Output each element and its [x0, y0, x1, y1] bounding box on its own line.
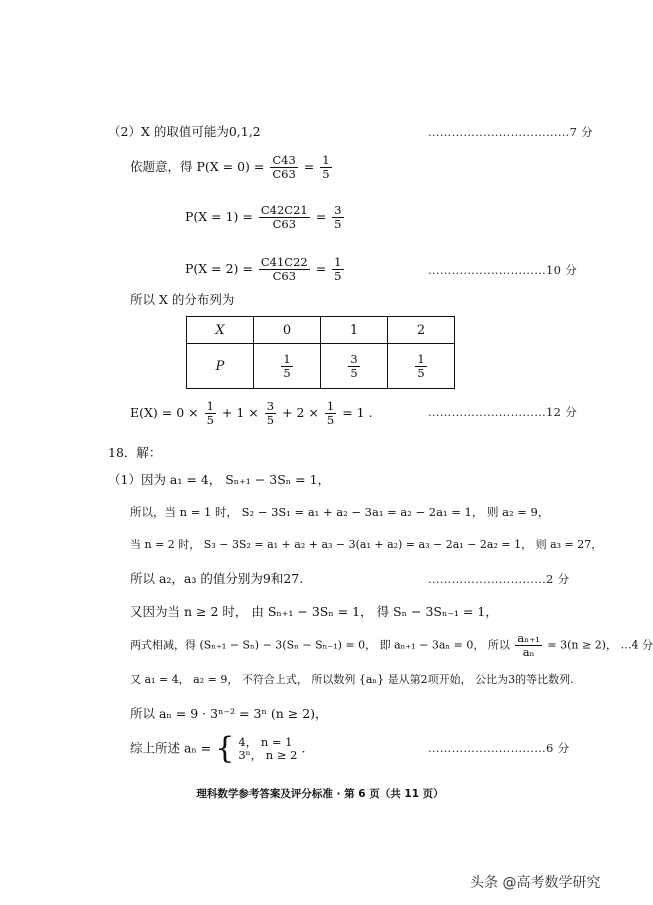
- watermark: 头条 @高考数学研究: [470, 875, 601, 891]
- p2-result: [332, 256, 343, 283]
- p1-result: [332, 204, 343, 231]
- expectation-equation: E(X) = 0 × $\frac{1}{5}$ + 1 × $\frac{3}{5}$ + 2 × $\frac{1}{5}$ = 1 .: [130, 399, 373, 427]
- q18-line-5: 又因为当 n ≥ 2 时， 由 Sₙ₊₁ − 3Sₙ = 1， 得 Sₙ − 3Sₙ₋₁ = 1，: [130, 604, 498, 619]
- q2-intro: （2）X 的取值可能为0,1,2: [108, 124, 261, 139]
- p2-res-num: 1: [334, 255, 342, 269]
- table-header-cell: X: [187, 317, 254, 344]
- q18-line-4: 所以 a₂，a₃ 的值分别为9和27.: [130, 571, 304, 586]
- p1-lhs: P(X = 1) =: [185, 209, 253, 224]
- table-cell: $\frac{1}{5}$: [388, 344, 455, 389]
- p2-num: C41C22: [260, 255, 308, 269]
- p1-fraction: [259, 204, 310, 231]
- q18-line-8: 所以 aₙ = 9 · 3ⁿ⁻² = 3ⁿ (n ≥ 2)，: [130, 706, 328, 721]
- score-7: ………………………………7 分: [428, 125, 593, 139]
- p1-res-num: 3: [334, 203, 342, 217]
- score-2: …………………………2 分: [428, 572, 570, 586]
- dist-intro: 所以 X 的分布列为: [130, 292, 235, 307]
- p1-num: C42C21: [260, 203, 308, 217]
- table-cell: $\frac{3}{5}$: [321, 344, 388, 389]
- distribution-table: [186, 316, 455, 389]
- p2-equation: P(X = 2) = $\frac{C41C22}{C63}$ = $\frac{1}{5}$: [185, 255, 342, 283]
- table-header-cell: 2: [388, 317, 455, 344]
- p0-den: C63: [272, 167, 296, 181]
- table-row: [187, 344, 455, 389]
- p0-res-num: 1: [322, 153, 330, 167]
- p2-res-den: 5: [334, 269, 342, 283]
- p1-equation: P(X = 1) = $\frac{C42C21}{C63}$ = $\frac{3}{5}$: [185, 203, 342, 231]
- p0-fraction: [270, 154, 297, 181]
- p2-den: C63: [272, 269, 297, 283]
- score-6: …………………………6 分: [428, 741, 570, 755]
- p1-den: C63: [272, 217, 297, 231]
- p0-equation: 依题意，得 P(X = 0) = $\frac{C43}{C63}$ = $\frac{1}{5}$: [130, 153, 330, 181]
- table-row-label: P: [187, 344, 254, 389]
- q18-line-1: （1）因为 a₁ = 4， Sₙ₊₁ − 3Sₙ = 1，: [108, 472, 331, 487]
- score-12: …………………………12 分: [428, 405, 577, 419]
- score-10: …………………………10 分: [428, 263, 577, 277]
- p2-fraction: [259, 256, 310, 283]
- table-row: [187, 317, 455, 344]
- q18-line-9: 综上所述 aₙ = { 4， n = 1 3ⁿ， n ≥ 2 .: [130, 731, 306, 766]
- q18-heading: 18．解：: [108, 445, 162, 460]
- table-header-cell: 0: [254, 317, 321, 344]
- table-header-cell: 1: [321, 317, 388, 344]
- p0-res-den: 5: [322, 167, 330, 181]
- p1-res-den: 5: [334, 217, 342, 231]
- page-footer: 理科数学参考答案及评分标准 · 第 6 页（共 11 页）: [196, 788, 444, 800]
- table-cell: $\frac{1}{5}$: [254, 344, 321, 389]
- basis-text: 依题意，得: [130, 159, 193, 174]
- p0-num: C43: [272, 153, 296, 167]
- q18-line-3: 当 n = 2 时， S₃ − 3S₂ = a₁ + a₂ + a₃ − 3(a₁ + a₂) = a₃ − 2a₁ − 2a₂ = 1， 则 a₃ = 27，: [130, 538, 603, 551]
- q18-line-7: 又 a₁ = 4， a₂ = 9， 不符合上式， 所以数列 {aₙ} 是从第2项开始， 公比为3的等比数列.: [130, 673, 574, 686]
- p0-lhs: P(X = 0) =: [196, 159, 265, 174]
- piecewise-cases: 4， n = 1 3ⁿ， n ≥ 2: [238, 735, 298, 762]
- q18-line-2: 所以，当 n = 1 时， S₂ − 3S₁ = a₁ + a₂ − 3a₁ = a₂ − 2a₁ = 1， 则 a₂ = 9，: [130, 505, 550, 519]
- q18-line-6: 两式相减，得 (Sₙ₊₁ − Sₙ) − 3(Sₙ − Sₙ₋₁) = 0， 即 aₙ₊₁ − 3aₙ = 0， 所以 $\frac{\text{aₙ₊₁}}{\text{aₙ}}$ = 3(n ≥ 2)， …4 分: [130, 631, 653, 659]
- p0-result: [320, 154, 331, 181]
- p2-lhs: P(X = 2) =: [185, 261, 253, 276]
